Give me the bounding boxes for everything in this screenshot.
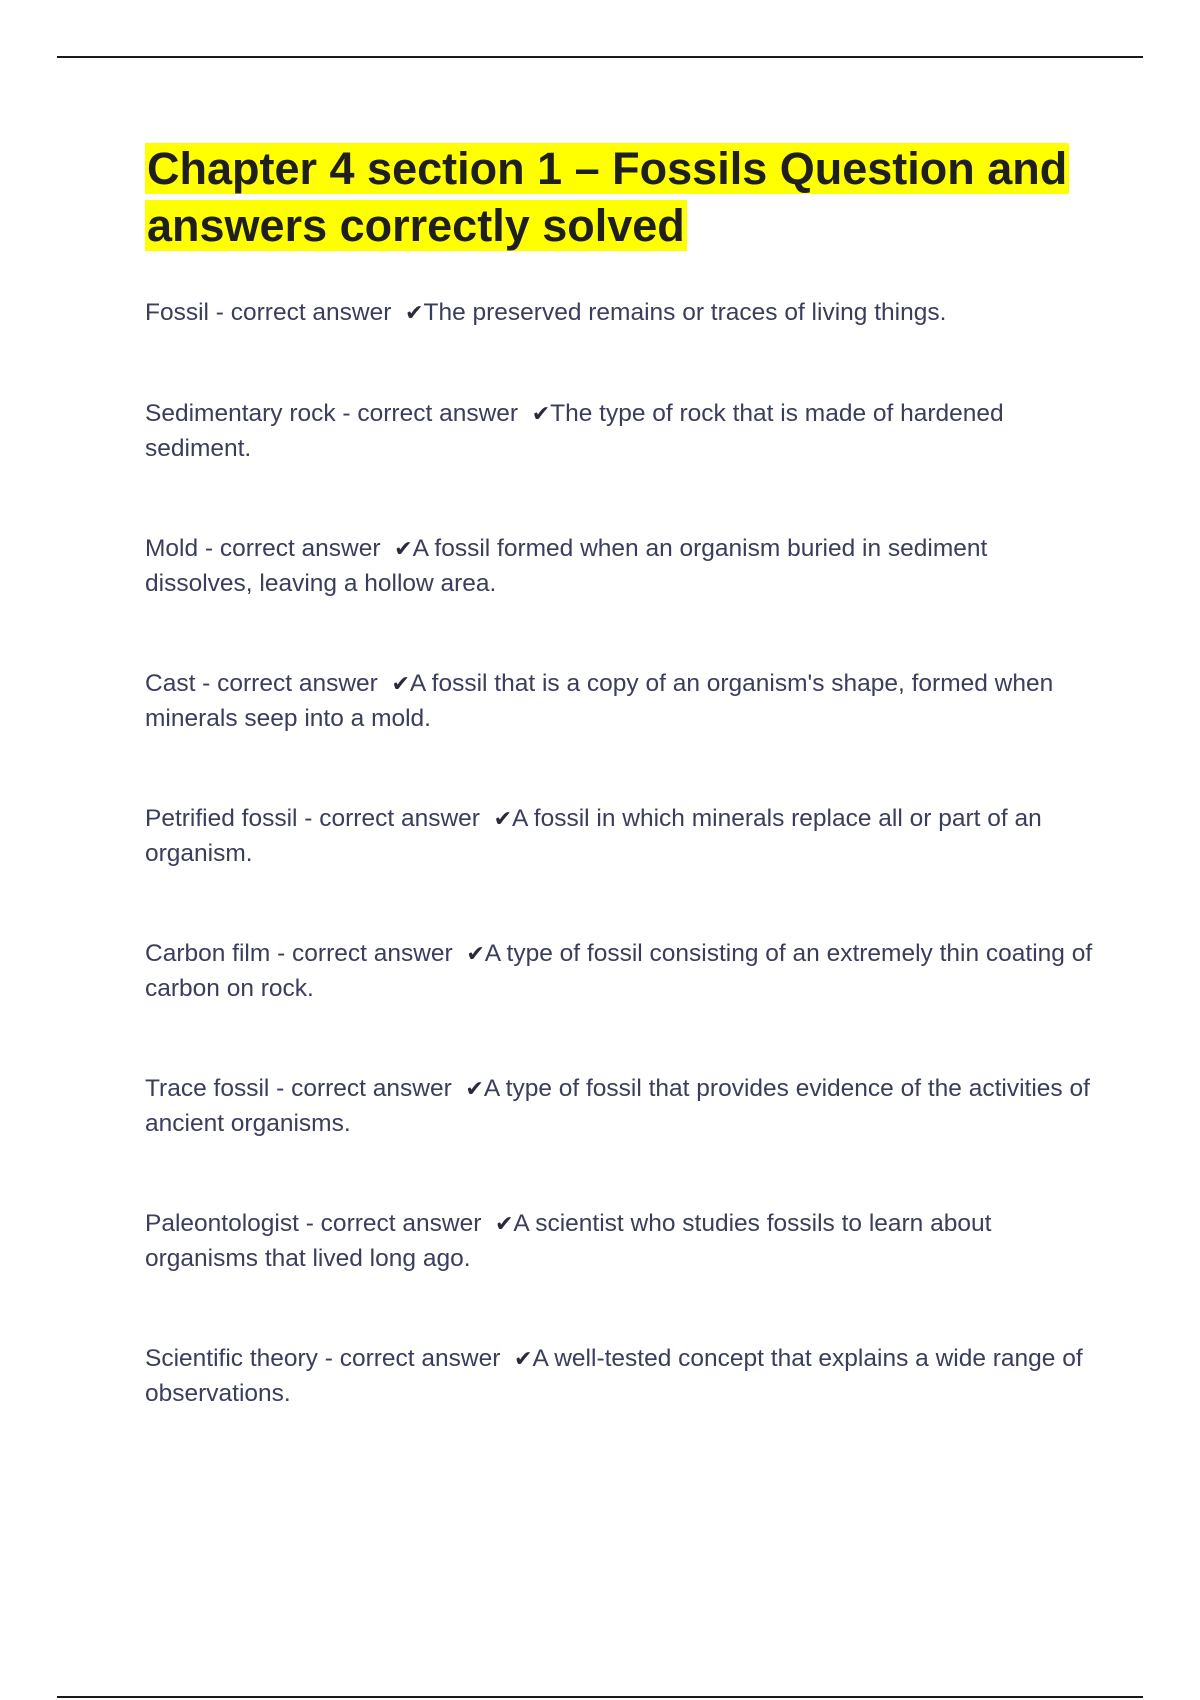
qa-definition: A fossil formed when an organism buried in sediment dissolves, leaving a hollow area. [145, 535, 988, 597]
checkmark-icon: ✔ [493, 807, 512, 832]
qa-definition: A scientist who studies fossils to learn about organisms that lived long ago. [145, 1210, 992, 1272]
document-title [145, 140, 1095, 254]
checkmark-icon: ✔ [494, 1212, 514, 1237]
footer-rule [57, 1696, 1143, 1698]
qa-definition: A fossil that is a copy of an organism's shape, formed when minerals seep into a mold. [145, 670, 1054, 732]
qa-term: Cast - correct answer [145, 670, 378, 697]
qa-term: Scientific theory - correct answer [145, 1345, 501, 1372]
qa-term: Carbon film - correct answer [145, 940, 453, 967]
qa-term: Mold - correct answer [145, 535, 381, 562]
qa-term: Fossil - correct answer [145, 299, 392, 326]
qa-item [145, 1072, 1095, 1141]
qa-item [145, 802, 1095, 871]
checkmark-icon: ✔ [391, 672, 410, 697]
checkmark-icon: ✔ [405, 301, 424, 326]
qa-definition: A well-tested concept that explains a wide range of observations. [145, 1345, 1083, 1407]
qa-term: Sedimentary rock - correct answer [145, 400, 519, 427]
document-body [145, 140, 1095, 1477]
qa-item [145, 1342, 1095, 1411]
qa-item [145, 296, 1095, 331]
checkmark-icon: ✔ [514, 1347, 533, 1372]
qa-term: Paleontologist - correct answer [145, 1210, 482, 1237]
qa-term: Petrified fossil - correct answer [145, 805, 480, 832]
qa-list [145, 296, 1095, 1411]
qa-item [145, 532, 1095, 601]
checkmark-icon: ✔ [531, 402, 551, 427]
header-rule [57, 56, 1143, 58]
checkmark-icon: ✔ [465, 1077, 484, 1102]
qa-definition: A type of fossil that provides evidence of the activities of ancient organisms. [145, 1075, 1090, 1137]
qa-item [145, 667, 1095, 736]
qa-term: Trace fossil - correct answer [145, 1075, 452, 1102]
checkmark-icon: ✔ [466, 942, 485, 967]
qa-definition: The type of rock that is made of hardened sediment. [145, 400, 1004, 462]
qa-item [145, 937, 1095, 1006]
qa-definition: The preserved remains or traces of living things. [423, 299, 947, 326]
qa-item [145, 397, 1095, 466]
qa-definition: A fossil in which minerals replace all or part of an organism. [145, 805, 1042, 867]
title-highlight: Chapter 4 section 1 – Fossils Question and answers correctly solved [147, 143, 1068, 251]
qa-item [145, 1207, 1095, 1276]
qa-definition: A type of fossil consisting of an extremely thin coating of carbon on rock. [145, 940, 1093, 1002]
checkmark-icon: ✔ [394, 537, 413, 562]
